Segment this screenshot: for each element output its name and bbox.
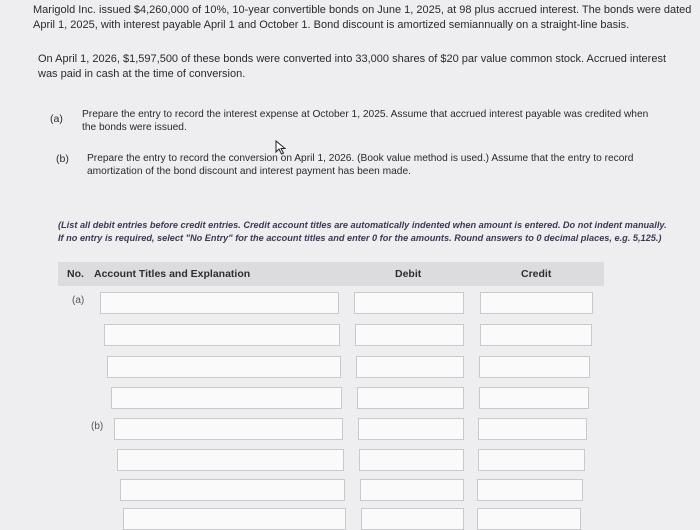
credit-input-a3[interactable]	[479, 356, 590, 378]
credit-input-a1[interactable]	[480, 292, 593, 314]
account-input-b3[interactable]	[120, 479, 345, 501]
instructions-note: (List all debit entries before credit entries. Credit account titles are automatically indented when amount is entered. Do not indent manually. If no entry is required, select "No Entry" for the account titles and enter 0 for the amounts. Round answers to 0 decimal places, e.g. 5,125.)	[58, 220, 667, 243]
header-account: Account Titles and Explanation	[94, 268, 251, 280]
debit-input-a4[interactable]	[357, 387, 464, 409]
account-input-a3[interactable]	[107, 356, 341, 378]
account-input-b4[interactable]	[123, 508, 346, 530]
question-a-text: Prepare the entry to record the interest expense at October 1, 2025. Assume that accrued interest payable was credited when the bonds were issued.	[82, 109, 649, 133]
header-debit: Debit	[395, 268, 422, 280]
debit-input-b1[interactable]	[358, 418, 464, 440]
debit-input-a2[interactable]	[355, 324, 464, 346]
row-label-b: (b)	[91, 421, 104, 432]
debit-input-b2[interactable]	[359, 449, 464, 471]
credit-input-b1[interactable]	[478, 418, 587, 440]
credit-input-a4[interactable]	[479, 387, 589, 409]
problem-paragraph-2: On April 1, 2026, $1,597,500 of these bonds were converted into 33,000 shares of $20 par value common stock. Accrued interest was paid in cash at the time of conversion.	[38, 53, 666, 80]
debit-input-a3[interactable]	[356, 356, 464, 378]
credit-input-b4[interactable]	[477, 508, 581, 530]
account-input-a1[interactable]	[100, 292, 339, 314]
problem-paragraph-1: Marigold Inc. issued $4,260,000 of 10%, 10-year convertible bonds on June 1, 2025, at 98 plus accrued interest. The bonds were dated April 1, 2025, with interest payable April 1 and October 1. Bond discount is amortized semiannually on a straight-line basis.	[33, 4, 692, 31]
account-input-a2[interactable]	[104, 324, 340, 346]
debit-input-a1[interactable]	[354, 292, 464, 314]
header-credit: Credit	[521, 268, 552, 280]
row-label-a: (a)	[72, 295, 85, 306]
credit-input-b3[interactable]	[477, 479, 583, 501]
account-input-b1[interactable]	[114, 418, 343, 440]
account-input-b2[interactable]	[117, 449, 344, 471]
question-a-label: (a)	[50, 113, 63, 125]
debit-input-b3[interactable]	[360, 479, 464, 501]
account-input-a4[interactable]	[111, 387, 342, 409]
question-b-label: (b)	[56, 153, 69, 165]
question-b-text: Prepare the entry to record the conversion on April 1, 2026. (Book value method is used.) Assume that the entry to record amortization of the bond discount and interest payment has been made.	[87, 153, 634, 177]
credit-input-a2[interactable]	[480, 324, 592, 346]
debit-input-b4[interactable]	[361, 508, 464, 530]
header-no: No.	[67, 268, 84, 280]
journal-table-header	[58, 262, 604, 286]
credit-input-b2[interactable]	[478, 449, 585, 471]
